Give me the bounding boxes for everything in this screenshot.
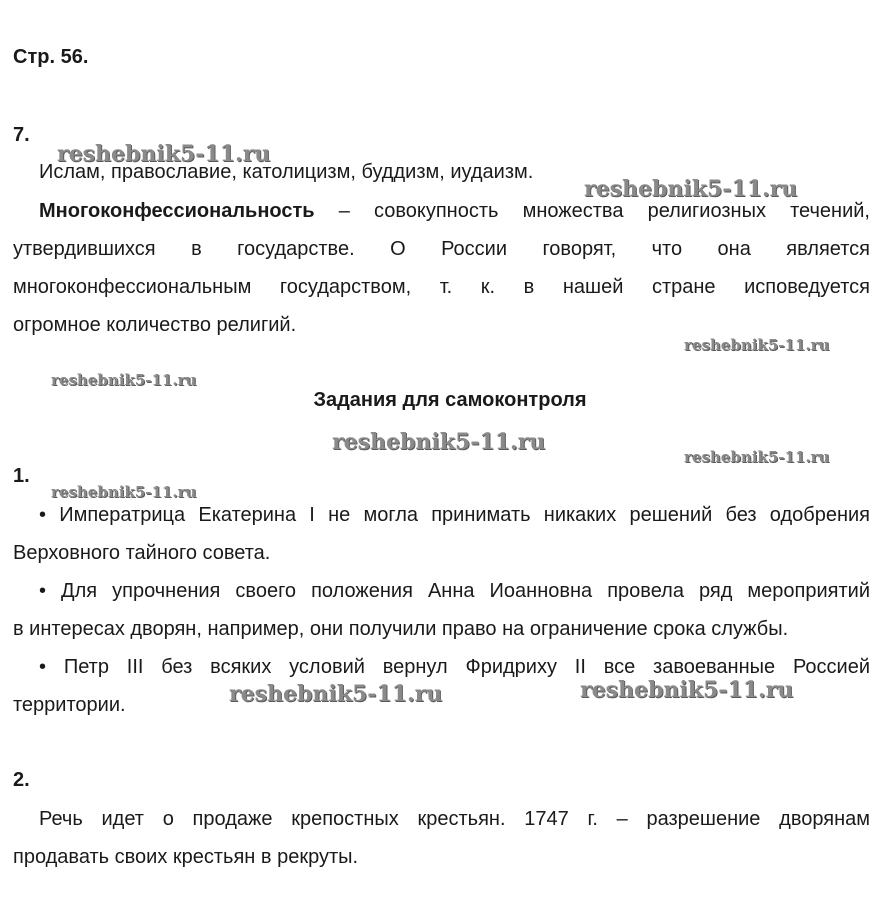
watermark: reshebnik5-11.ru (57, 141, 271, 167)
task-2-line-2: продавать своих крестьян в рекруты. (13, 846, 359, 868)
definition-text: – совокупность множества религиозных течений, (314, 200, 870, 222)
page-reference: Стр. 56. (13, 46, 89, 68)
watermark: reshebnik5-11.ru (580, 677, 794, 703)
watermark: reshebnik5-11.ru (684, 336, 830, 354)
watermark: reshebnik5-11.ru (332, 429, 546, 455)
watermark: reshebnik5-11.ru (584, 176, 798, 202)
task-1-bullet-2-line-1: • Для упрочнения своего положения Анна Иоанновна провела ряд мероприятий (39, 580, 870, 602)
task-1-number: 1. (13, 465, 30, 487)
watermark: reshebnik5-11.ru (684, 448, 830, 466)
watermark: reshebnik5-11.ru (51, 483, 197, 501)
definition-line-4: огромное количество религий. (13, 314, 297, 336)
task-1-bullet-3-line-1: • Петр III без всяких условий вернул Фридриху II все завоеванные Россией (39, 656, 870, 678)
watermark: reshebnik5-11.ru (51, 371, 197, 389)
task-2-number: 2. (13, 769, 30, 791)
task-1-bullet-1-line-2: Верховного тайного совета. (13, 542, 271, 564)
task-1-bullet-2-line-2: в интересах дворян, например, они получили право на ограничение срока службы. (13, 618, 789, 640)
task-2-line-1: Речь идет о продаже крепостных крестьян. 1747 г. – разрешение дворянам (39, 808, 870, 830)
watermark: reshebnik5-11.ru (229, 681, 443, 707)
religions-list: Ислам, православие, католицизм, буддизм, иудаизм. (39, 161, 534, 183)
definition-line-1 (39, 199, 870, 223)
definition-line-3: многоконфессиональным государством, т. к. в нашей стране исповедуется (13, 276, 870, 298)
definition-term: Многоконфессиональность (39, 200, 315, 222)
definition-line-2: утвердившихся в государстве. О России говорят, что она является (13, 238, 870, 260)
self-control-heading: Задания для самоконтроля (313, 389, 587, 411)
section-7-number: 7. (13, 124, 30, 146)
task-1-bullet-1-line-1: • Императрица Екатерина I не могла принимать никаких решений без одобрения (39, 504, 870, 526)
task-1-bullet-3-line-2: территории. (13, 694, 126, 716)
